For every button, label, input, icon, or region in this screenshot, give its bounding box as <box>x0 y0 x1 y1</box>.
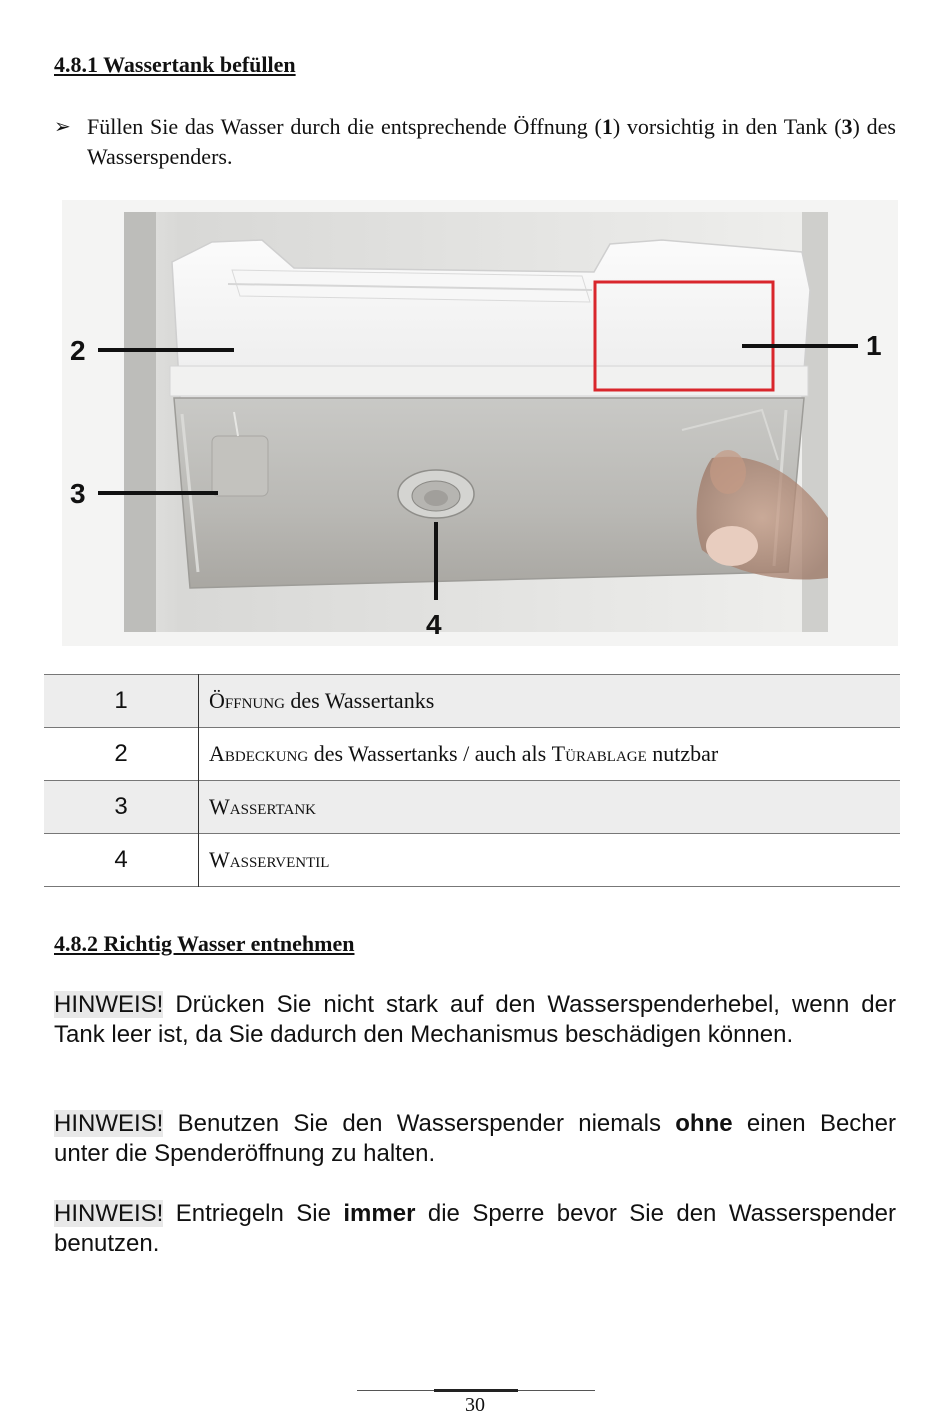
legend-description: Öffnung des Wassertanks <box>209 688 435 713</box>
section-heading-fill-tank: 4.8.1 Wassertank befüllen <box>54 52 296 77</box>
legend-description: Wasserventil <box>209 847 330 872</box>
note-paragraph: HINWEIS! Benutzen Sie den Wasserspender niemals ohne einen Becher unter die Spenderöffnung zu halten. <box>54 1110 896 1167</box>
callout-2: 2 <box>70 335 86 366</box>
table-row <box>44 675 900 728</box>
water-tank-photo <box>62 200 898 646</box>
table-row <box>44 834 900 887</box>
note-paragraph: HINWEIS! Entriegeln Sie immer die Sperre bevor Sie den Wasserspender benutzen. <box>54 1200 897 1257</box>
table-row <box>44 728 900 781</box>
instruction-bullet <box>54 112 896 172</box>
water-valve <box>398 470 474 518</box>
legend-number: 4 <box>44 834 199 887</box>
note-paragraph: HINWEIS! Drücken Sie nicht stark auf den Wasserspenderhebel, wenn der Tank leer ist, da Sie dadurch den Mechanismus beschädigen können. <box>54 991 896 1048</box>
arrow-bullet-icon: ➢ <box>54 116 71 138</box>
table-row <box>44 781 900 834</box>
legend-description: Abdeckung des Wassertanks / auch als Türablage nutzbar <box>209 741 719 766</box>
callout-4: 4 <box>426 609 442 640</box>
section-heading-dispense-water: 4.8.2 Richtig Wasser entnehmen <box>54 931 355 956</box>
legend-number: 2 <box>44 728 199 781</box>
callout-1: 1 <box>866 330 882 361</box>
legend-number: 3 <box>44 781 199 834</box>
footer-divider-accent <box>434 1389 518 1392</box>
note-tag: HINWEIS! <box>54 1110 164 1137</box>
callout-3: 3 <box>70 478 86 509</box>
parts-legend-table <box>44 674 900 887</box>
note-tag: HINWEIS! <box>54 991 164 1018</box>
instruction-text: Füllen Sie das Wasser durch die entsprechende Öffnung (1) vorsichtig in den Tank (3) des Wasserspenders. <box>87 114 896 169</box>
page-number: 30 <box>465 1394 485 1416</box>
legend-number: 1 <box>44 675 199 728</box>
note-tag: HINWEIS! <box>54 1200 164 1227</box>
legend-description: Wassertank <box>209 794 317 819</box>
